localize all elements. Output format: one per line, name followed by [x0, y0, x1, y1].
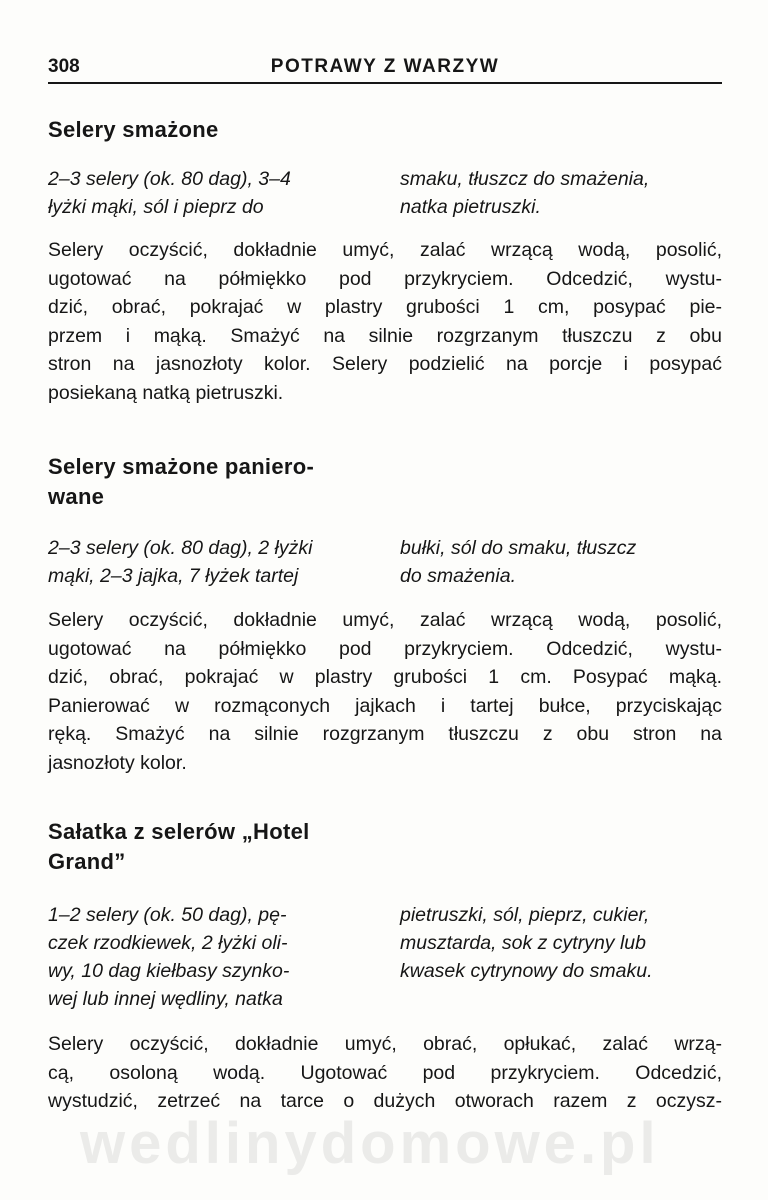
ingredients-left	[48, 165, 368, 221]
recipe-title-line: Selery smażone paniero-	[48, 454, 315, 479]
text-line: przem i mąką. Smażyć na silnie rozgrzanym tłuszczu z obu	[48, 324, 722, 347]
text-line: posiekaną natką pietruszki.	[48, 381, 284, 404]
chapter-title: POTRAWY Z WARZYW	[270, 56, 500, 77]
book-page	[48, 52, 722, 1112]
ingredient-line: czek rzodkiewek, 2 łyżki oli-	[48, 932, 288, 954]
ingredients-right	[400, 534, 722, 590]
ingredients-right	[400, 165, 722, 221]
ingredients-left	[48, 901, 368, 1013]
ingredient-line: do smażenia.	[400, 565, 516, 587]
text-line: Selery oczyścić, dokładnie umyć, zalać wrzącą wodą, posolić,	[48, 609, 722, 631]
ingredients	[48, 534, 722, 590]
ingredient-line: wej lub innej wędliny, natka	[48, 988, 283, 1010]
text-line: Selery oczyścić, dokładnie umyć, obrać, opłukać, zalać wrzą-	[48, 1033, 722, 1055]
recipe-instructions	[48, 606, 722, 777]
ingredient-line: natka pietruszki.	[400, 196, 541, 218]
text-line: dzić, obrać, pokrajać w plastry grubości 1 cm. Posypać mąką.	[48, 666, 722, 688]
text-line: stron na jasnozłoty kolor. Selery podzielić na porcje i posypać	[48, 353, 722, 375]
recipe-instructions	[48, 236, 722, 407]
ingredients	[48, 901, 722, 1013]
page-number: 308	[48, 56, 80, 77]
recipe-instructions	[48, 1030, 722, 1116]
recipe-title-line: Sałatka z selerów „Hotel	[48, 819, 310, 844]
text-line: ugotować na półmiękko pod przykryciem. Odcedzić, wystu-	[48, 637, 722, 660]
text-line: wystudzić, zetrzeć na tarce o dużych otworach razem z oczysz-	[48, 1090, 722, 1112]
text-line: dzić, obrać, pokrajać w plastry grubości 1 cm, posypać pie-	[48, 296, 722, 318]
ingredients	[48, 165, 722, 221]
ingredient-line: wy, 10 dag kiełbasy szynko-	[48, 960, 290, 982]
recipe-title	[48, 817, 378, 877]
ingredient-line: 2–3 selery (ok. 80 dag), 2 łyżki	[48, 537, 313, 559]
recipe-title-line: wane	[48, 484, 105, 509]
ingredient-line: pietruszki, sól, pieprz, cukier,	[400, 904, 650, 926]
ingredient-line: musztarda, sok z cytryny lub	[400, 932, 646, 954]
ingredient-line: 2–3 selery (ok. 80 dag), 3–4	[48, 168, 291, 190]
recipe-title-line: Grand”	[48, 849, 126, 874]
recipe-title	[48, 115, 219, 145]
ingredient-line: kwasek cytrynowy do smaku.	[400, 960, 653, 982]
watermark: wedlinydomowe.pl	[80, 1111, 660, 1176]
page-header	[48, 52, 722, 84]
ingredient-line: 1–2 selery (ok. 50 dag), pę-	[48, 904, 287, 926]
ingredient-line: łyżki mąki, sól i pieprz do	[48, 196, 264, 218]
text-line: Selery oczyścić, dokładnie umyć, zalać wrzącą wodą, posolić,	[48, 239, 722, 261]
recipe-title	[48, 452, 378, 512]
text-line: jasnozłoty kolor.	[48, 751, 187, 774]
ingredient-line: smaku, tłuszcz do smażenia,	[400, 168, 650, 190]
ingredients-left	[48, 534, 368, 590]
text-line: ręką. Smażyć na silnie rozgrzanym tłuszczu z obu stron na	[48, 723, 722, 745]
text-line: Panierować w rozmąconych jajkach i tartej bułce, przyciskając	[48, 694, 722, 717]
ingredient-line: mąki, 2–3 jajka, 7 łyżek tartej	[48, 565, 299, 587]
ingredient-line: bułki, sól do smaku, tłuszcz	[400, 537, 637, 559]
text-line: cą, osoloną wodą. Ugotować pod przykryciem. Odcedzić,	[48, 1061, 722, 1084]
text-line: ugotować na półmiękko pod przykryciem. Odcedzić, wystu-	[48, 267, 722, 290]
ingredients-right	[400, 901, 722, 1013]
recipe-title-line: Selery smażone	[48, 117, 219, 142]
